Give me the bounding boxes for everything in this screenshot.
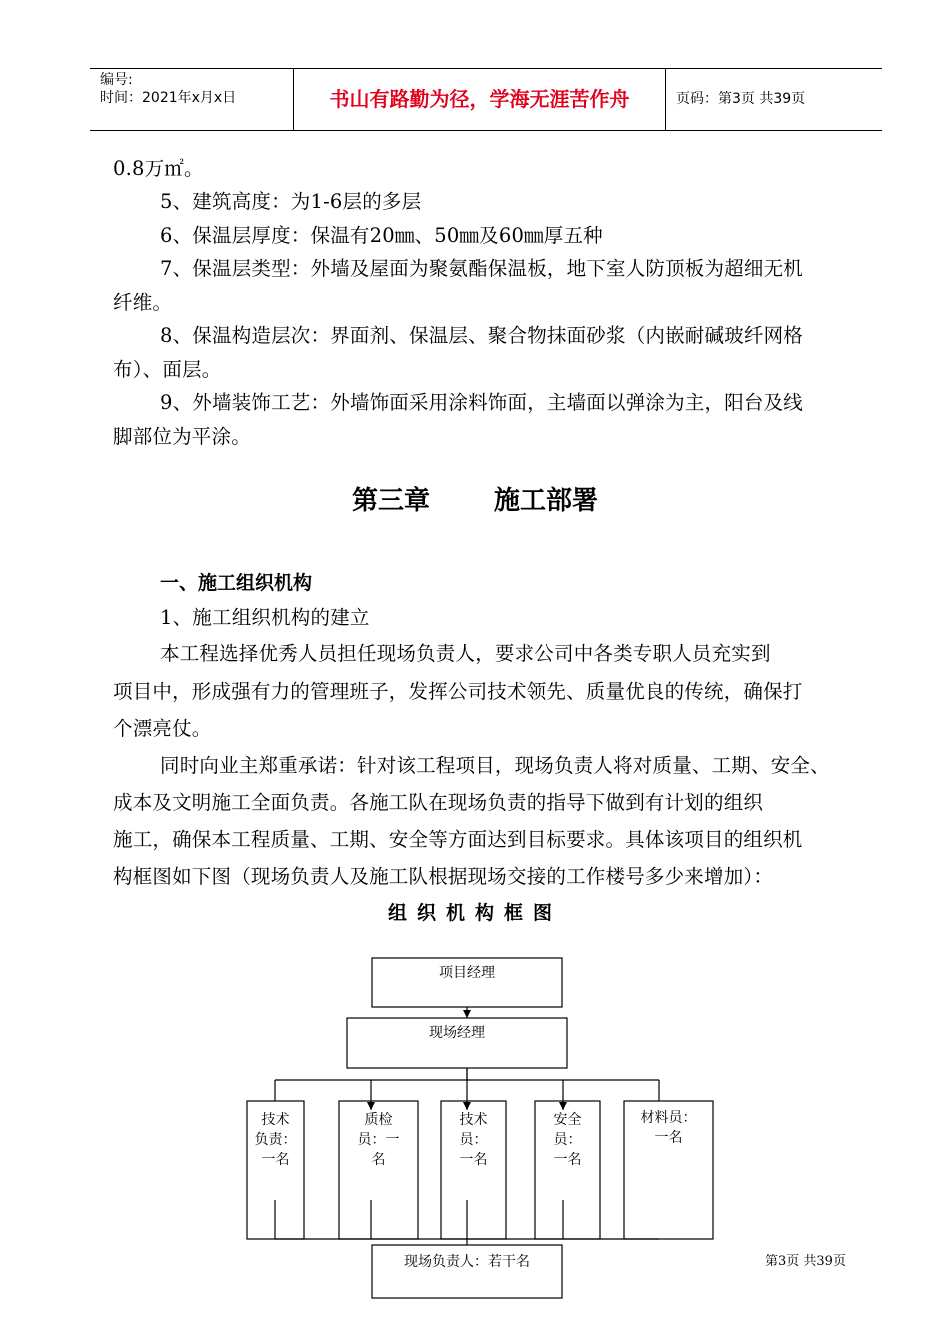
header-time: 时间：2021年x月x日 <box>100 90 237 106</box>
role-text: 名 <box>371 1152 386 1168</box>
role-text: 负责： <box>254 1132 297 1148</box>
body-line: 8、保温构造层次：界面剂、保温层、聚合物抹面砂浆（内嵌耐碱玻纤网格 <box>160 324 804 347</box>
body-line: 9、外墙装饰工艺：外墙饰面采用涂料饰面，主墙面以弹涂为主，阳台及线 <box>160 391 804 414</box>
footer-page-number: 第3页 共39页 <box>765 1254 846 1269</box>
body-line: 脚部位为平涂。 <box>113 425 251 448</box>
org-label-project-manager: 项目经理 <box>439 965 495 981</box>
body-line: 布）、面层。 <box>113 358 222 381</box>
chapter-title: 第三章 施工部署 <box>351 486 599 516</box>
role-text: 员： <box>459 1132 488 1148</box>
body-line: 本工程选择优秀人员担任现场负责人，要求公司中各类专职人员充实到 <box>160 642 771 665</box>
arrow-head <box>463 1102 471 1110</box>
role-text: 技术 <box>261 1112 290 1128</box>
role-text: 材料员： <box>640 1110 697 1126</box>
arrow-head <box>463 1010 471 1018</box>
body-line: 同时向业主郑重承诺：针对该工程项目，现场负责人将对质量、工期、安全、 <box>160 754 830 777</box>
header-page-number: 页码：第3页 共39页 <box>676 91 806 107</box>
body-line: 项目中，形成强有力的管理班子，发挥公司技术领先、质量优良的传统，确保打 <box>113 680 803 703</box>
role-text: 安全 <box>553 1112 582 1128</box>
body-line: 5、建筑高度：为1-6层的多层 <box>160 190 422 213</box>
arrow-head <box>367 1102 375 1110</box>
role-text: 技术 <box>459 1112 488 1128</box>
role-text: 质检 <box>364 1112 393 1128</box>
role-text: 一名 <box>553 1152 582 1168</box>
org-label-tech-lead <box>247 1110 304 1170</box>
body-line: 6、保温层厚度：保温有20㎜、50㎜及60㎜厚五种 <box>160 224 603 247</box>
role-text: 员： <box>553 1132 582 1148</box>
org-label-quality-inspector <box>339 1110 418 1170</box>
body-line: 成本及文明施工全面负责。各施工队在现场负责的指导下做到有计划的组织 <box>113 791 764 814</box>
body-line: 7、保温层类型：外墙及屋面为聚氨酯保温板，地下室人防顶板为超细无机 <box>160 257 804 280</box>
header-motto: 书山有路勤为径，学海无涯苦作舟 <box>329 87 630 111</box>
org-label-safety-officer <box>535 1110 600 1170</box>
subsection-heading: 1、施工组织机构的建立 <box>160 606 370 629</box>
arrow-head <box>559 1102 567 1110</box>
org-label-materials-clerk <box>624 1108 713 1148</box>
body-line: 0.8万㎡。 <box>113 157 204 180</box>
org-label-site-leader: 现场负责人：若干名 <box>404 1254 530 1270</box>
role-text: 一名 <box>261 1152 290 1168</box>
body-line: 纤维。 <box>113 291 173 314</box>
section-heading: 一、施工组织机构 <box>160 572 313 594</box>
role-text: 一名 <box>654 1130 683 1146</box>
body-line: 个漂亮仗。 <box>113 717 212 740</box>
org-label-site-manager: 现场经理 <box>429 1025 485 1041</box>
org-chart-title: 组织机构框图 <box>387 902 562 924</box>
role-text: 员：一 <box>357 1132 400 1148</box>
body-line: 施工，确保本工程质量、工期、安全等方面达到目标要求。具体该项目的组织机 <box>113 828 803 851</box>
body-line: 构框图如下图（现场负责人及施工队根据现场交接的工作楼号多少来增加）： <box>113 865 774 888</box>
header-number: 编号: <box>100 72 133 88</box>
org-label-technician <box>441 1110 506 1170</box>
role-text: 一名 <box>459 1152 488 1168</box>
